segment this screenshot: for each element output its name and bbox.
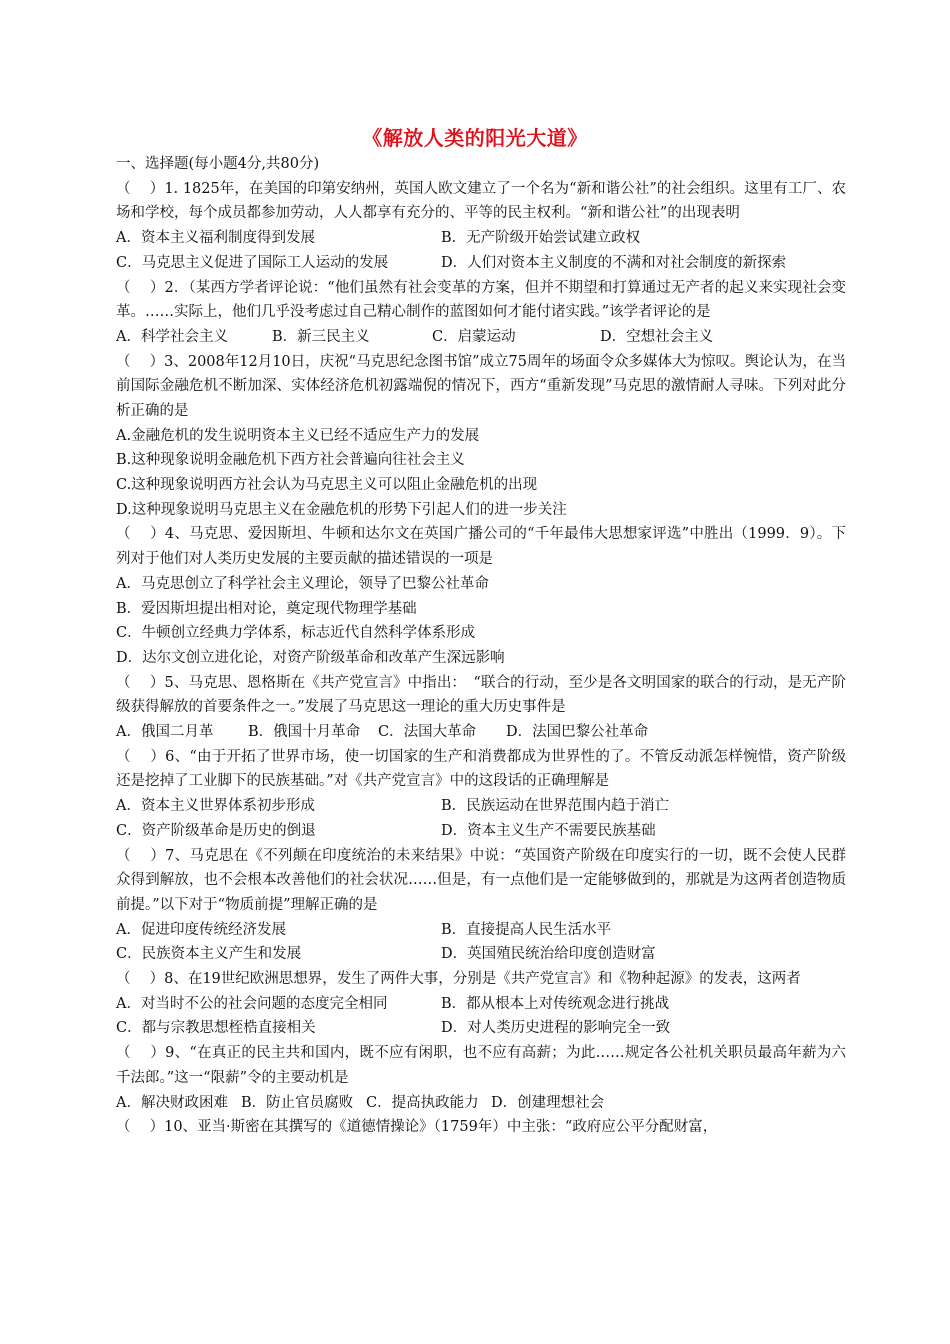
option-d: D．创建理想社会 xyxy=(491,1094,605,1111)
option-c: C．牛顿创立经典力学体系，标志近代自然科学体系形成 xyxy=(116,625,476,642)
question-7-options xyxy=(116,942,846,967)
option-c: C．提高执政能力 xyxy=(366,1094,479,1111)
option-d: D.这种现象说明马克思主义在金融危机的形势下引起人们的进一步关注 xyxy=(116,501,567,518)
question-6-stem: （ ）6、“由于开拓了世界市场，使一切国家的生产和消费都成为世界性的了。不管反动派怎样惋惜，资产阶级还是挖掉了工业脚下的民族基础。”对《共产党宣言》中的这段话的正确理解是 xyxy=(116,748,846,790)
option-d: D．人们对资本主义制度的不满和对社会制度的新探索 xyxy=(441,254,787,271)
document-title: 《解放人类的阳光大道》 xyxy=(362,126,588,150)
option-c: C．启蒙运动 xyxy=(432,328,516,345)
option-b: B.这种现象说明金融危机下西方社会普遍向往社会主义 xyxy=(116,452,465,469)
option-a: A．解决财政困难 xyxy=(116,1094,228,1111)
question-7-stem: （ ）7、马克思在《不列颠在印度统治的未来结果》中说：“英国资产阶级在印度实行的一切，既不会使人民群众得到解放，也不会根本改善他们的社会状况……但是，有一点他们是一定能够做到的，那就是为这两者创造物质前提。”以下对于“物质前提”理解正确的是 xyxy=(116,847,846,913)
option-a: A.金融危机的发生说明资本主义已经不适应生产力的发展 xyxy=(116,427,480,444)
question-1-stem: （ ）1. 1825年，在美国的印第安纳州，英国人欧文建立了一个名为“新和谐公社”的社会组织。这里有工厂、农场和学校，每个成员都参加劳动，人人都享有充分的、平等的民主权利。“新和谐公社”的出现表明 xyxy=(116,180,846,222)
option-a: A．资本主义福利制度得到发展 xyxy=(116,230,315,247)
question-5-stem: （ ）5、马克思、恩格斯在《共产党宣言》中指出： “联合的行动，至少是各文明国家的联合的行动，是无产阶级获得解放的首要条件之一。”发展了马克思这一理论的重大历史事件是 xyxy=(116,674,846,716)
question-4-stem: （ ）4、马克思、爱因斯坦、牛顿和达尔文在英国广播公司的“千年最伟大思想家评选”中胜出（1999．9）。下列对于他们对人类历史发展的主要贡献的描述错误的一项是 xyxy=(116,526,846,568)
question-9-stem: （ ）9、“在真正的民主共和国内，既不应有闲职，也不应有高薪；为此……规定各公社机关职员最高年薪为六千法郎。”这一“限薪”令的主要动机是 xyxy=(116,1045,846,1086)
option-c: C．资产阶级革命是历史的倒退 xyxy=(116,822,316,839)
option-c: C．马克思主义促进了国际工人运动的发展 xyxy=(116,254,389,271)
option-d: D．英国殖民统治给印度创造财富 xyxy=(441,946,656,963)
option-b: B．防止官员腐败 xyxy=(241,1094,354,1111)
option-b: B．新三民主义 xyxy=(272,328,370,345)
option-d: D．法国巴黎公社革命 xyxy=(506,724,649,741)
option-c: C．都与宗教思想桎梏直接相关 xyxy=(116,1020,316,1037)
question-2-stem: （ ）2．（某西方学者评论说：“他们虽然有社会变革的方案，但并不期望和打算通过无产者的起义来实现社会变革。……实际上，他们几乎没考虑过自己精心制作的蓝图如何才能付诸实践。”该学者评论的是 xyxy=(116,279,846,321)
option-b: B．无产阶级开始尝试建立政权 xyxy=(441,230,641,247)
question-7-options xyxy=(116,918,846,943)
option-d: D．对人类历史进程的影响完全一致 xyxy=(441,1020,671,1037)
question-9-options xyxy=(116,1091,846,1116)
option-b: B．直接提高人民生活水平 xyxy=(441,921,612,938)
option-b: B．爱因斯坦提出相对论，奠定现代物理学基础 xyxy=(116,600,417,617)
option-b: B．民族运动在世界范围内趋于消亡 xyxy=(441,798,670,815)
option-a: A．科学社会主义 xyxy=(116,328,228,345)
question-list xyxy=(116,152,846,1140)
option-a: A．资本主义世界体系初步形成 xyxy=(116,798,315,815)
question-10-stem: （ ）10、亚当·斯密在其撰写的《道德情操论》（1759年）中主张：“政府应公平分配财富， xyxy=(116,1119,718,1136)
section-header: 一、选择题(每小题4分,共80分) xyxy=(116,156,320,172)
question-2-options xyxy=(116,325,846,350)
question-8-options xyxy=(116,992,846,1017)
option-a: A．促进印度传统经济发展 xyxy=(116,921,286,938)
question-1-options xyxy=(116,226,846,251)
question-1-options xyxy=(116,251,846,276)
option-b: B．俄国十月革命 xyxy=(248,724,361,741)
option-d: D．达尔文创立进化论，对资产阶级革命和改革产生深远影响 xyxy=(116,649,505,666)
option-a: A．马克思创立了科学社会主义理论，领导了巴黎公社革命 xyxy=(116,575,489,592)
option-d: D．资本主义生产不需要民族基础 xyxy=(441,822,656,839)
option-a: A．俄国二月革 xyxy=(116,724,214,741)
question-3-stem: （ ）3、2008年12月10日，庆祝“马克思纪念图书馆”成立75周年的场面令众多媒体大为惊叹。舆论认为，在当前国际金融危机不断加深、实体经济危机初露端倪的情况下，西方“重新发现”马克思的激情耐人寻味。下列对此分析正确的是 xyxy=(116,353,846,420)
question-6-options xyxy=(116,794,846,819)
option-b: B．都从根本上对传统观念进行挑战 xyxy=(441,995,670,1012)
option-a: A．对当时不公的社会问题的态度完全相同 xyxy=(116,995,388,1012)
option-d: D．空想社会主义 xyxy=(600,328,714,345)
question-8-options xyxy=(116,1016,846,1041)
option-c: C．民族资本主义产生和发展 xyxy=(116,946,302,963)
question-5-options xyxy=(116,720,846,745)
option-c: C.这种现象说明西方社会认为马克思主义可以阻止金融危机的出现 xyxy=(116,477,538,494)
question-6-options xyxy=(116,819,846,844)
question-8-stem: （ ）8、在19世纪欧洲思想界，发生了两件大事，分别是《共产党宣言》和《物种起源》的发表，这两者 xyxy=(116,971,801,988)
option-c: C．法国大革命 xyxy=(378,724,477,741)
